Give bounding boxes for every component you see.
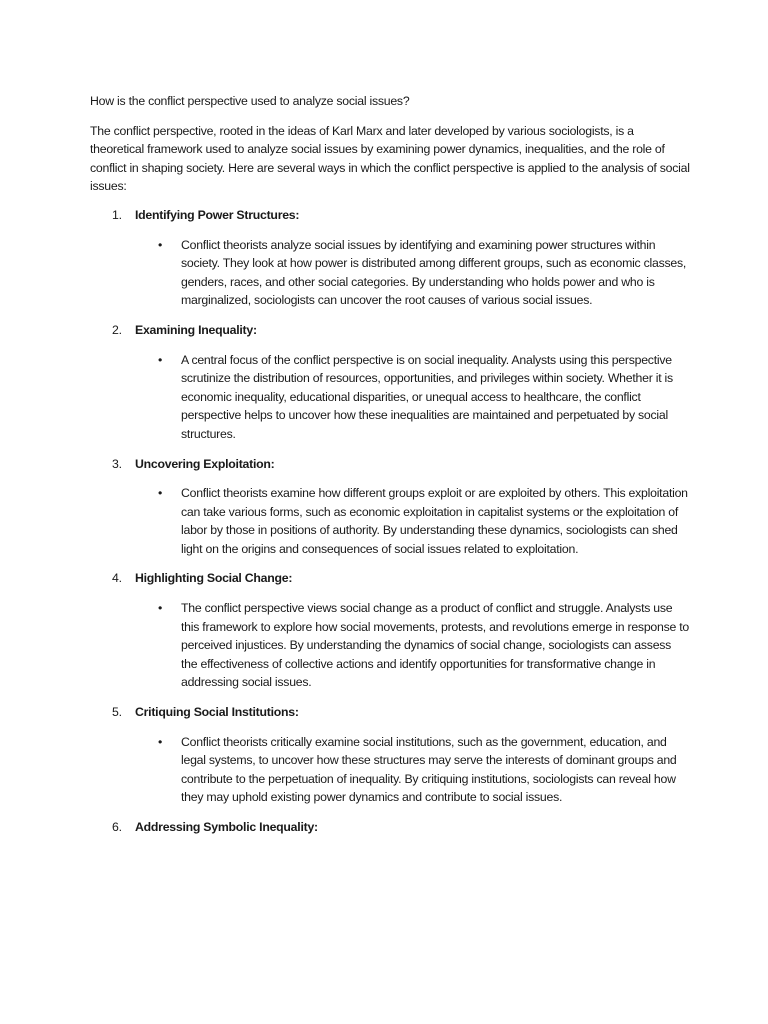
bullet-list	[90, 599, 690, 692]
item-title: Addressing Symbolic Inequality:	[135, 820, 318, 834]
bullet-text: A central focus of the conflict perspective is on social inequality. Analysts using this perspective scrutinize the distribution of resources, opportunities, and privileges within society. Whether it is economic inequality, educational disparities, or unequal access to healthcare, the conflict perspective helps to uncover how these inequalities are maintained and perpetuated by social structures.	[181, 352, 673, 441]
item-number: 5.	[112, 705, 122, 720]
numbered-list	[90, 206, 690, 837]
question-heading: How is the conflict perspective used to analyze social issues?	[90, 94, 410, 108]
bullet-text: Conflict theorists critically examine social institutions, such as the government, education, and legal systems, to uncover how these structures may serve the interests of dominant groups and contribute to the perpetuation of inequality. By critiquing institutions, sociologists can reveal how they may uphold existing power dynamics and contribute to social issues.	[181, 734, 677, 805]
bullet-list	[90, 484, 690, 558]
bullet-item	[90, 733, 690, 807]
bullet-dot-icon: •	[158, 601, 163, 616]
bullet-item	[90, 599, 690, 692]
item-number: 2.	[112, 322, 122, 337]
list-item	[90, 569, 690, 692]
bullet-list	[90, 351, 690, 444]
list-item	[90, 321, 690, 444]
document-page	[90, 92, 690, 848]
item-number: 4.	[112, 571, 122, 586]
bullet-text: Conflict theorists analyze social issues by identifying and examining power structures within society. They look at how power is distributed among different groups, such as economic classes, genders, races, and other social categories. By understanding who holds power and who is marginalized, sociologists can uncover the root causes of various social issues.	[181, 237, 687, 308]
intro-paragraph: The conflict perspective, rooted in the ideas of Karl Marx and later developed by various sociologists, is a theoretical framework used to analyze social issues by examining power dynamics, inequalities, and the role of conflict in shaping society. Here are several ways in which the conflict perspective is applied to the analysis of social issues:	[90, 123, 690, 194]
item-title: Examining Inequality:	[135, 322, 257, 337]
bullet-list	[90, 733, 690, 807]
list-item	[90, 206, 690, 310]
item-number: 6.	[112, 820, 122, 834]
bullet-dot-icon: •	[158, 486, 163, 501]
item-title: Uncovering Exploitation:	[135, 456, 275, 471]
list-item	[90, 818, 690, 837]
list-item	[90, 455, 690, 559]
list-item	[90, 703, 690, 807]
item-number: 1.	[112, 207, 122, 222]
bullet-text: The conflict perspective views social change as a product of conflict and struggle. Analysts use this framework to explore how social movements, protests, and revolutions emerge in response to perceived injustices. By understanding the dynamics of social change, sociologists can assess the effectiveness of collective actions and identify opportunities for transformative change in addressing social issues.	[181, 601, 690, 690]
bullet-dot-icon: •	[158, 352, 163, 367]
bullet-list	[90, 236, 690, 310]
bullet-item	[90, 236, 690, 310]
item-number: 3.	[112, 456, 122, 471]
bullet-text: Conflict theorists examine how different groups exploit or are exploited by others. This exploitation can take various forms, such as economic exploitation in capitalist systems or the exploitation of labor by those in positions of authority. By understanding these dynamics, sociologists can shed light on the origins and consequences of social issues related to exploitation.	[181, 486, 688, 556]
bullet-item	[90, 351, 690, 444]
bullet-dot-icon: •	[158, 734, 163, 749]
item-title: Highlighting Social Change:	[135, 571, 293, 586]
item-title: Identifying Power Structures:	[135, 207, 300, 222]
bullet-item	[90, 484, 690, 558]
bullet-dot-icon: •	[158, 237, 163, 252]
item-title: Critiquing Social Institutions:	[135, 705, 299, 720]
